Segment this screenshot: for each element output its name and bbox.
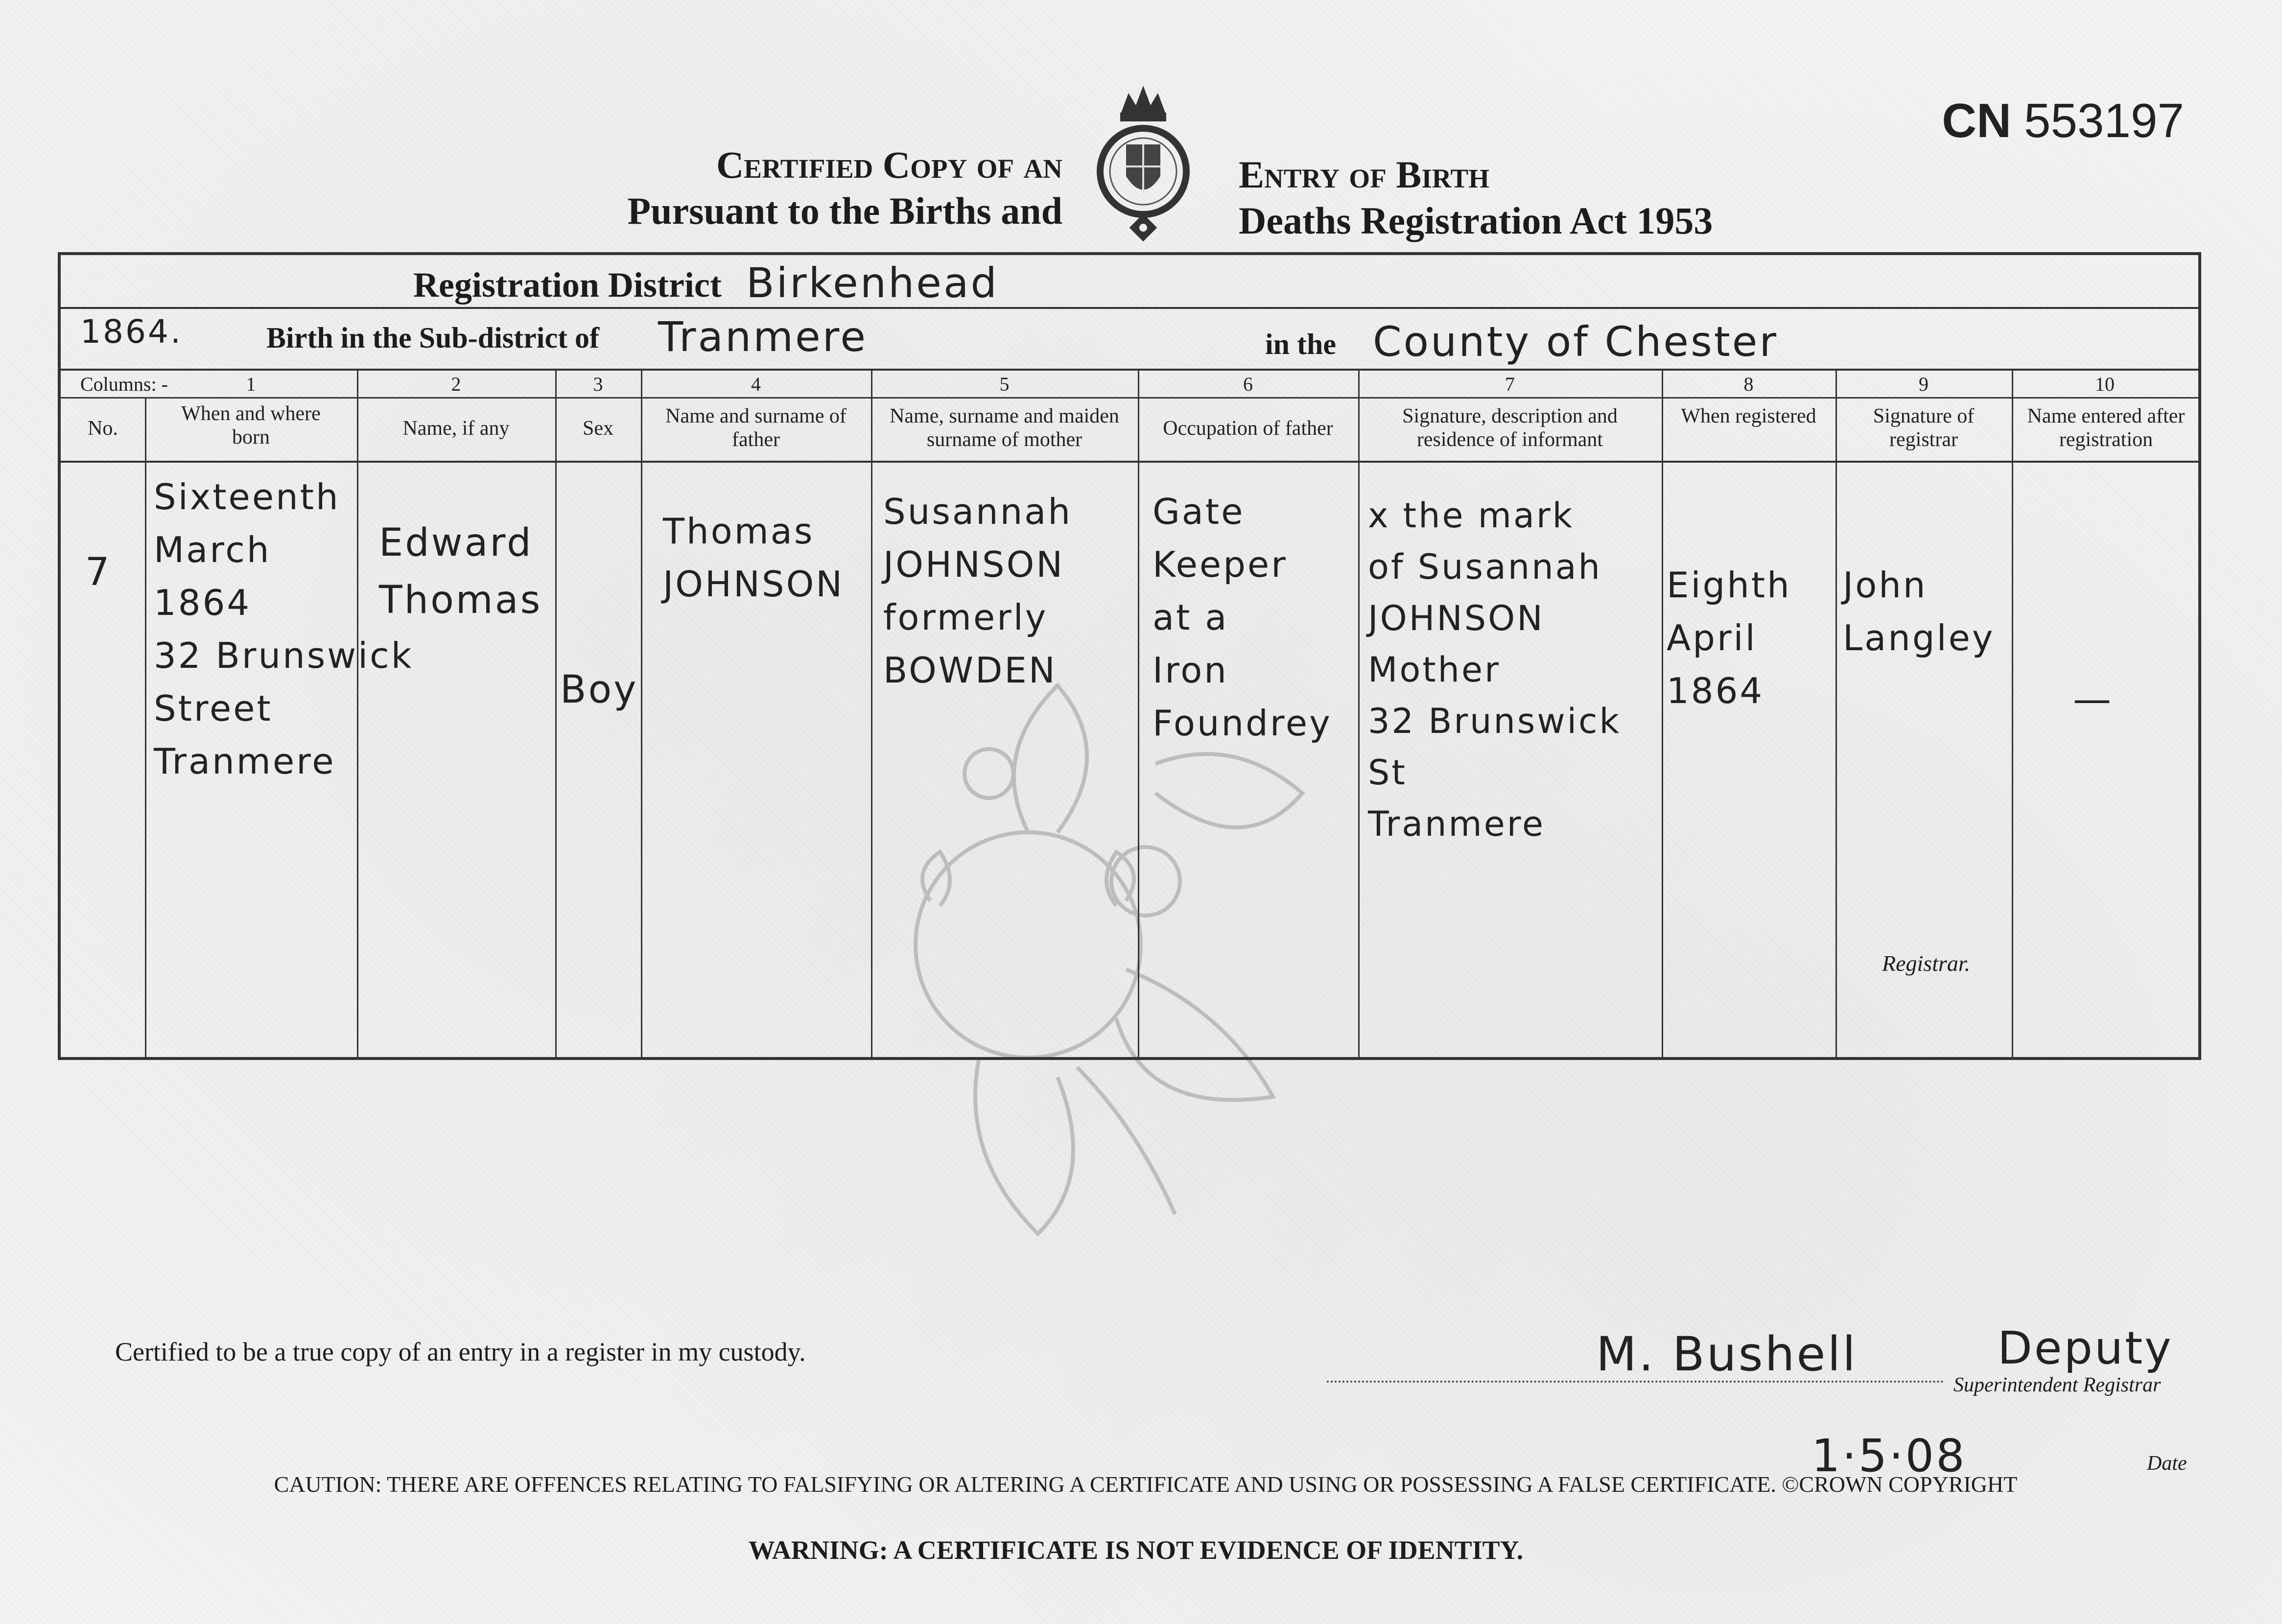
column-label-informant: Signature, description and residence of informant xyxy=(1402,405,1618,451)
certified-statement: Certified to be a true copy of an entry in a register in my custody. xyxy=(115,1337,806,1366)
entry-occupation: Gate Keeper at a Iron Foundrey xyxy=(1153,491,1332,744)
column-label-when-where-born: When and where born xyxy=(181,402,321,449)
column-number-6: 6 xyxy=(1243,373,1253,395)
registration-district-label: Registration District xyxy=(413,265,722,305)
title-right-line2: Deaths Registration Act 1953 xyxy=(1239,199,1713,242)
column-label-father: Name and surname of father xyxy=(665,405,847,451)
year-value: 1864. xyxy=(80,313,183,351)
column-number-5: 5 xyxy=(999,373,1010,395)
column-number-8: 8 xyxy=(1743,373,1754,395)
column-number-3: 3 xyxy=(593,373,603,395)
register-entry-form xyxy=(58,252,2201,1060)
title-left-line1: Certified Copy of an xyxy=(716,143,1062,186)
title-right-line1: Entry of Birth xyxy=(1239,153,1489,196)
superintendent-signature: M. Bushell xyxy=(1596,1327,1858,1382)
serial-digits: 553197 xyxy=(2023,94,2184,147)
entry-name-after: — xyxy=(2073,678,2113,722)
column-label-occupation: Occupation of father xyxy=(1163,417,1333,440)
title-left-line2: Pursuant to the Births and xyxy=(627,189,1062,232)
column-label-sex: Sex xyxy=(583,417,613,440)
caution-text: CAUTION: THERE ARE OFFENCES RELATING TO FALSIFYING OR ALTERING A CERTIFICATE AND USING OR POSSESSING A FALSE CERTIFICATE. ©CROWN COPYRIGHT xyxy=(274,1472,2018,1497)
column-number-9: 9 xyxy=(1919,373,1929,395)
entry-registrar-signature: John Langley xyxy=(1843,565,1995,659)
column-number-4: 4 xyxy=(751,373,761,395)
registration-district-value: Birkenhead xyxy=(746,259,999,307)
entry-mother: Susannah JOHNSON formerly BOWDEN xyxy=(883,491,1072,691)
columns-label: Columns: - xyxy=(80,373,168,395)
entry-number: 7 xyxy=(85,550,112,594)
county-label: in the xyxy=(1265,328,1337,360)
entry-when-where-born: Sixteenth March 1864 32 Brunswick Street Tranmere xyxy=(154,476,414,782)
entry-name: Edward Thomas xyxy=(379,521,542,622)
column-label-registrar-signature: Signature of registrar xyxy=(1873,405,1975,451)
column-number-2: 2 xyxy=(451,373,461,395)
entry-informant: x the mark of Susannah JOHNSON Mother 32 Brunswick St Tranmere xyxy=(1368,495,1622,844)
warning-text: WARNING: A CERTIFICATE IS NOT EVIDENCE OF IDENTITY. xyxy=(748,1535,1524,1565)
column-number-7: 7 xyxy=(1505,373,1515,395)
column-label-name-after: Name entered after registration xyxy=(2027,405,2185,451)
date-value: 1·5·08 xyxy=(1811,1430,1967,1482)
column-number-1: 1 xyxy=(246,373,256,395)
entry-sex: Boy xyxy=(560,668,638,712)
serial-number xyxy=(1942,93,2184,148)
column-label-mother: Name, surname and maiden surname of mother xyxy=(890,405,1119,451)
subdistrict-label: Birth in the Sub-district of xyxy=(266,322,600,354)
title-left xyxy=(592,142,1062,234)
deputy-text: Deputy xyxy=(1998,1322,2173,1374)
column-label-when-registered: When registered xyxy=(1681,405,1816,427)
column-label-no: No. xyxy=(88,417,118,440)
column-label-name: Name, if any xyxy=(402,417,510,440)
entry-father: Thomas JOHNSON xyxy=(663,511,845,605)
subdistrict-value: Tranmere xyxy=(658,313,868,361)
serial-prefix: CN xyxy=(1942,94,2011,147)
title-right xyxy=(1239,152,1826,243)
date-label: Date xyxy=(2147,1452,2187,1475)
county-value: County of Chester xyxy=(1373,318,1779,366)
royal-coat-of-arms-icon xyxy=(1092,78,1195,255)
superintendent-label: Superintendent Registrar xyxy=(1953,1374,2161,1396)
column-number-10: 10 xyxy=(2095,373,2115,395)
registrar-label: Registrar. xyxy=(1882,951,1971,976)
entry-when-registered: Eighth April 1864 xyxy=(1667,565,1791,711)
